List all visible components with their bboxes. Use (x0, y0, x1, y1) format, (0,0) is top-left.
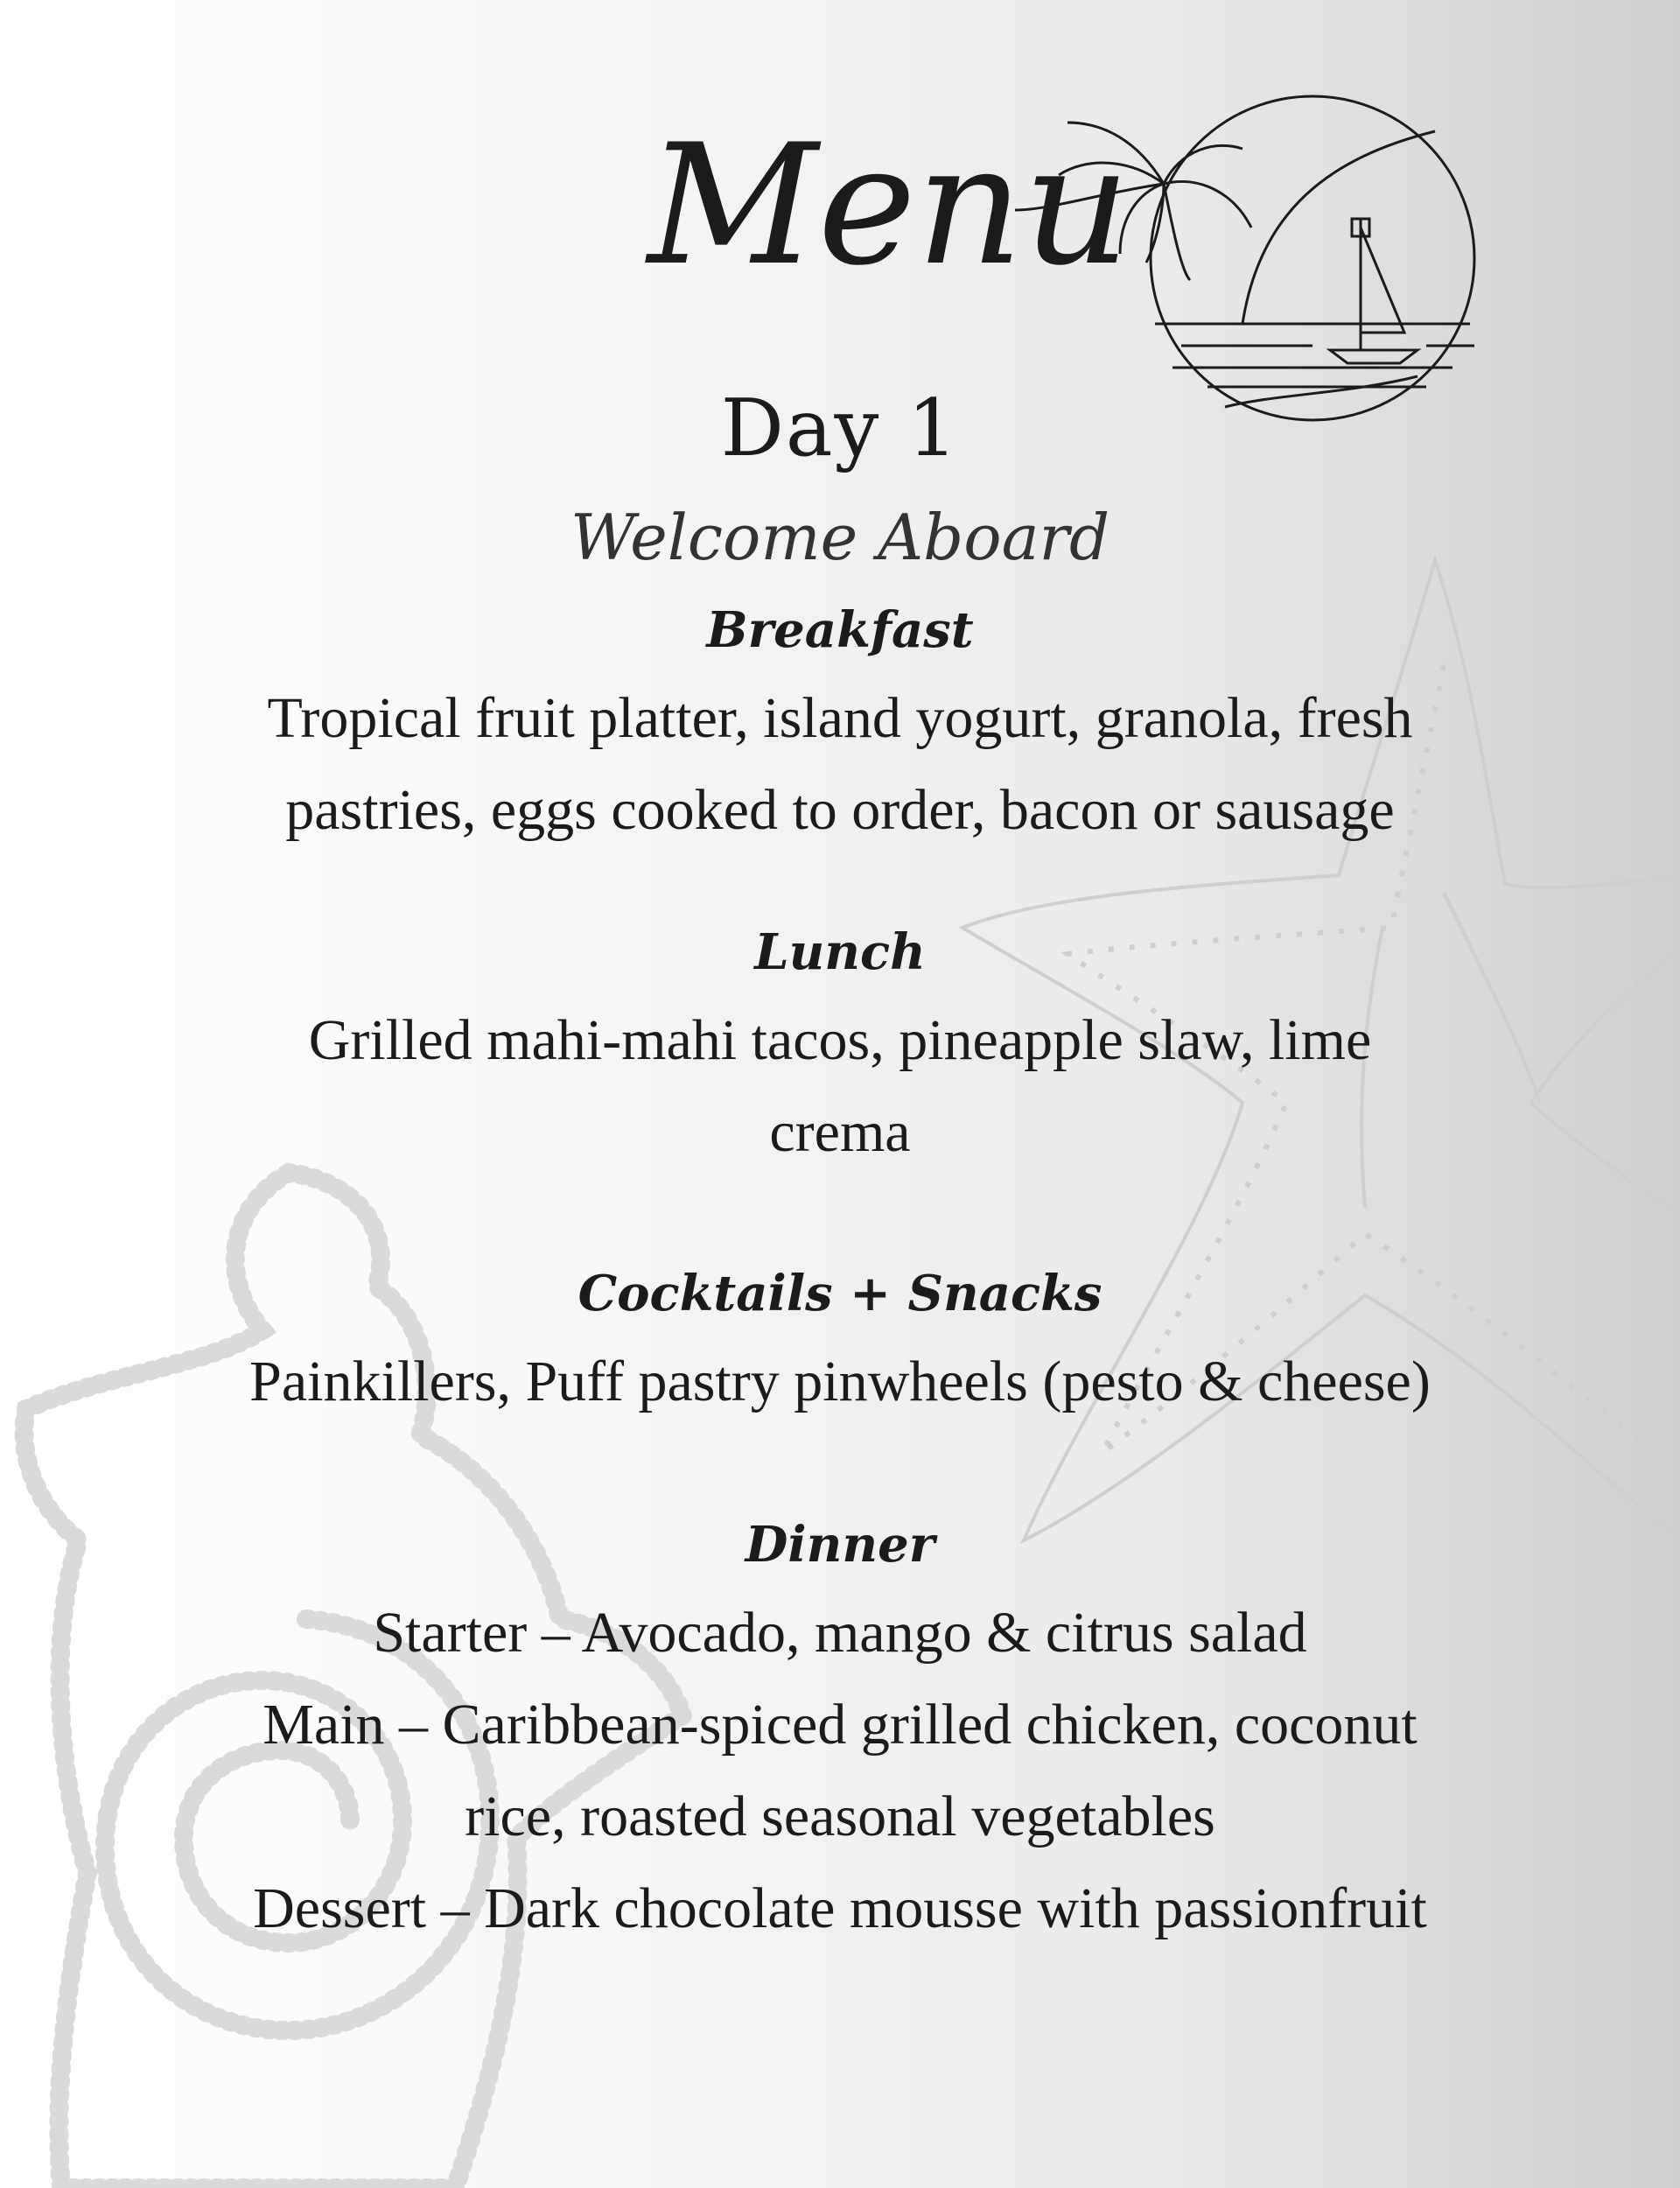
section-dinner (131, 1503, 1549, 1954)
section-title: Dinner (745, 1516, 935, 1574)
welcome-subtitle: Welcome Aboard (570, 501, 1110, 574)
section-cocktails-snacks (131, 1252, 1549, 1427)
day-title: Day 1 (720, 382, 960, 474)
section-breakfast (131, 588, 1549, 856)
menu-line: Painkillers, Puff pastry pinwheels (pesto & cheese) (249, 1350, 1431, 1413)
section-lunch (131, 910, 1549, 1178)
menu-script-title: Menu (648, 109, 1130, 302)
menu-line: pastries, eggs cooked to order, bacon or sausage (285, 778, 1395, 842)
menu-line: crema (769, 1100, 911, 1164)
section-title: Breakfast (706, 601, 974, 659)
menu-content (131, 376, 1549, 1954)
menu-line: Starter – Avocado, mango & citrus salad (373, 1601, 1307, 1665)
section-title: Lunch (754, 923, 926, 981)
menu-line: Tropical fruit platter, island yogurt, granola, fresh (267, 686, 1413, 750)
section-title: Cocktails + Snacks (578, 1265, 1102, 1322)
menu-line: Dessert – Dark chocolate mousse with passionfruit (253, 1876, 1427, 1940)
menu-line: rice, roasted seasonal vegetables (465, 1785, 1215, 1848)
menu-line: Main – Caribbean-spiced grilled chicken, coconut (262, 1693, 1418, 1757)
menu-line: Grilled mahi-mahi tacos, pineapple slaw, lime (308, 1008, 1372, 1072)
